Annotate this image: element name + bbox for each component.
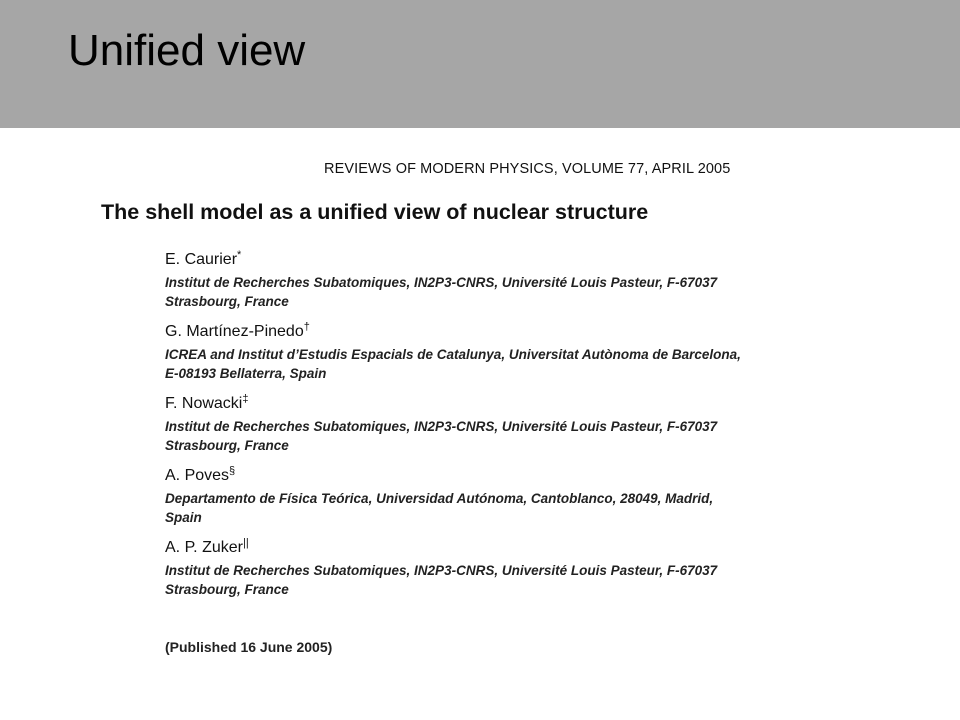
author-affiliation — [165, 561, 815, 599]
affiliation-line: E-08193 Bellaterra, Spain — [165, 366, 327, 381]
author-name — [165, 394, 815, 414]
slide-title: Unified view — [68, 26, 306, 75]
affiliation-line: Institut de Recherches Subatomiques, IN2P3-CNRS, Université Louis Pasteur, F-67037 — [165, 275, 718, 290]
affiliation-line: Institut de Recherches Subatomiques, IN2P3-CNRS, Université Louis Pasteur, F-67037 — [165, 419, 718, 434]
affiliation-line: Institut de Recherches Subatomiques, IN2P3-CNRS, Université Louis Pasteur, F-67037 — [165, 563, 718, 578]
journal-citation: REVIEWS OF MODERN PHYSICS, VOLUME 77, APRIL 2005 — [324, 161, 731, 177]
author-name-text: E. Caurier — [165, 251, 238, 268]
author-name — [165, 322, 815, 342]
author-footnote-mark: § — [229, 465, 236, 477]
affiliation-line: Departamento de Física Teórica, Universidad Autónoma, Cantoblanco, 28049, Madrid, — [165, 491, 714, 506]
author-affiliation — [165, 273, 815, 311]
author-name — [165, 250, 815, 270]
author-name-text: F. Nowacki — [165, 395, 243, 412]
author-affiliation — [165, 345, 815, 383]
affiliation-line: Spain — [165, 510, 202, 525]
author-footnote-mark: † — [303, 321, 310, 333]
author-name — [165, 538, 815, 558]
author-block — [165, 466, 815, 527]
author-affiliation — [165, 417, 815, 455]
author-footnote-mark: * — [237, 249, 242, 261]
author-footnote-mark: || — [242, 537, 249, 549]
author-block — [165, 250, 815, 311]
header-band — [0, 0, 960, 128]
paper-title: The shell model as a unified view of nuclear structure — [101, 200, 649, 224]
published-date: (Published 16 June 2005) — [165, 639, 333, 655]
author-affiliation — [165, 489, 815, 527]
author-footnote-mark: ‡ — [242, 393, 249, 405]
author-name-text: A. Poves — [165, 467, 230, 484]
affiliation-line: Strasbourg, France — [165, 438, 289, 453]
author-name-text: G. Martínez-Pinedo — [165, 323, 304, 340]
author-list — [165, 250, 815, 610]
author-name — [165, 466, 815, 486]
author-name-text: A. P. Zuker — [165, 539, 243, 556]
affiliation-line: Strasbourg, France — [165, 582, 289, 597]
author-block — [165, 322, 815, 383]
affiliation-line: Strasbourg, France — [165, 294, 289, 309]
author-block — [165, 538, 815, 599]
author-block — [165, 394, 815, 455]
affiliation-line: ICREA and Institut d’Estudis Espacials de Catalunya, Universitat Autònoma de Barcelona, — [165, 347, 741, 362]
